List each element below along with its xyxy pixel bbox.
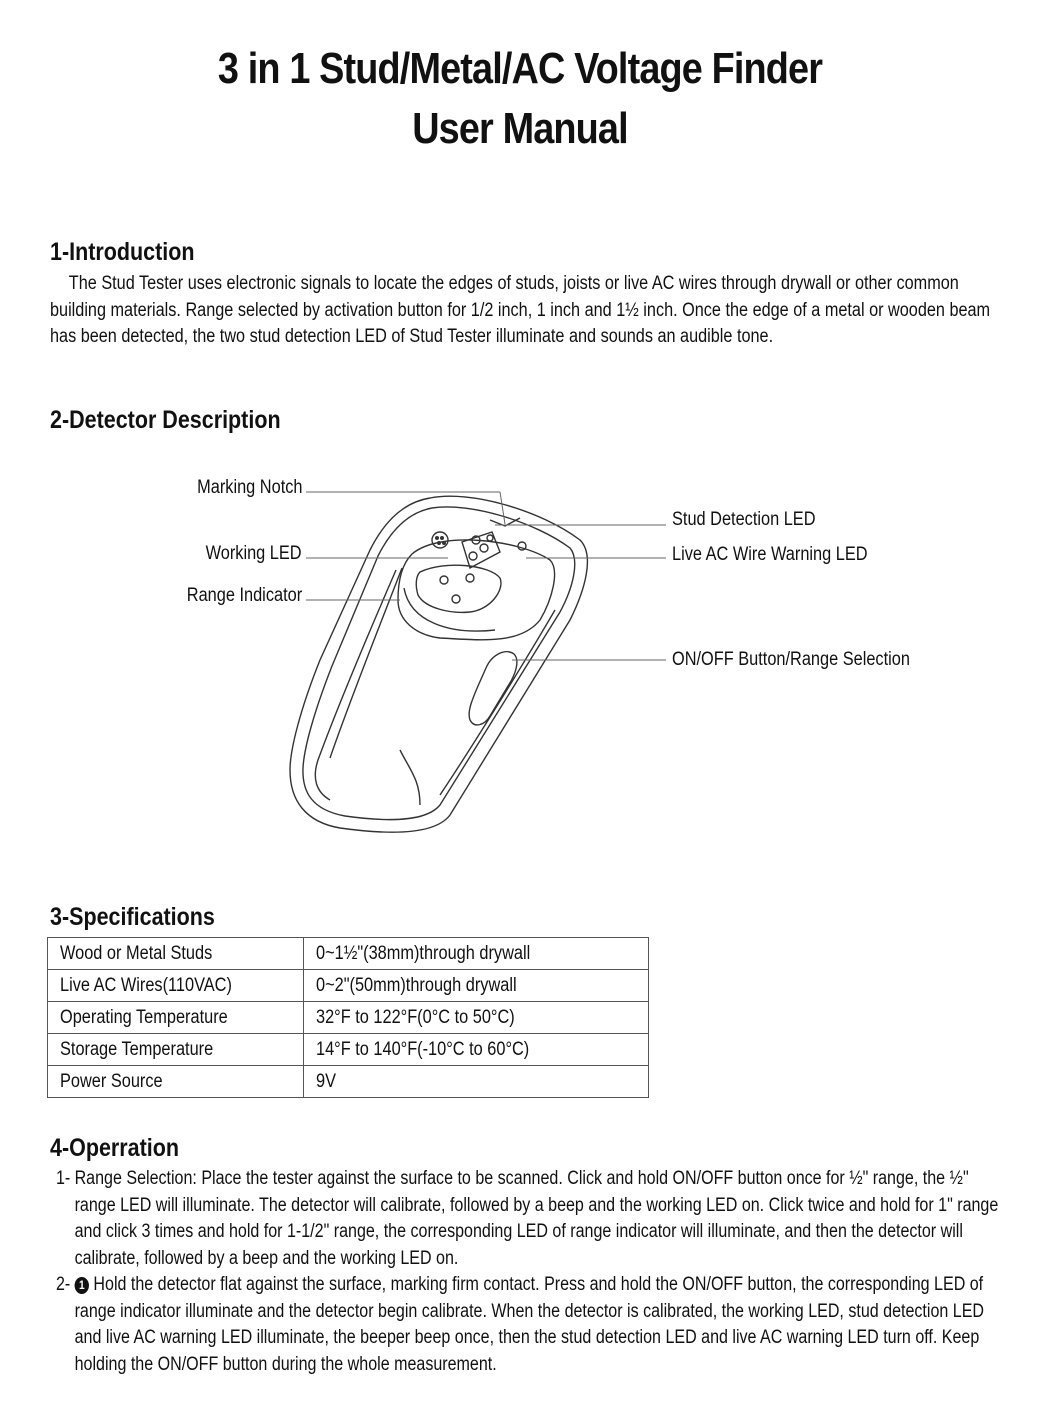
- introduction-heading: 1-Introduction: [50, 238, 195, 266]
- step-text: Range Selection: Place the tester against the surface to be scanned. Click and hold ON/OFF button once for ½" range, the ½" range LED will illuminate. The detector will calibrate, followed by a beep and the working LED on. Click twice and hold for 1" range and click 3 times and hold for 1-1/2" range, the corresponding LED of range indicator will illuminate, and then the detector will calibrate, followed by a beep and the working LED on.: [74, 1168, 999, 1269]
- spec-value: 0~1½"(38mm)through drywall: [304, 938, 649, 970]
- spec-row: [48, 1066, 649, 1098]
- step-text: Hold the detector flat against the surface, marking firm contact. Press and hold the ON/OFF button, the corresponding LED of range indicator illuminate and the detector begin calibrate. When the detector is calibrated, the working LED, stud detection LED and live AC warning LED illuminate, the beeper beep once, then the stud detection LED and live AC warning LED turn off. Keep holding the ON/OFF button during the whole measurement.: [74, 1274, 985, 1375]
- specifications-table: [47, 937, 649, 1098]
- spec-label: Wood or Metal Studs: [48, 938, 304, 970]
- spec-value: 9V: [304, 1066, 649, 1098]
- spec-row: [48, 1034, 649, 1066]
- circled-number-one-icon: 1: [75, 1277, 89, 1294]
- operation-step-1: [56, 1166, 1002, 1272]
- step-number: 2-: [56, 1274, 71, 1295]
- operation-step-2: [56, 1272, 1002, 1378]
- spec-value: 32°F to 122°F(0°C to 50°C): [304, 1002, 649, 1034]
- operation-list: [56, 1166, 1002, 1378]
- spec-label: Storage Temperature: [48, 1034, 304, 1066]
- callout-marking-notch: Marking Notch: [196, 477, 302, 498]
- callout-working-led: Working LED: [206, 543, 302, 564]
- spec-row: [48, 938, 649, 970]
- introduction-text: The Stud Tester uses electronic signals to locate the edges of studs, joists or live AC wires through drywall or other common building materials. Range selected by activation button for 1/2 inch, 1 inch and 1½ inch. Once the edge of a metal or wooden beam has been detected, the two stud detection LED of Stud Tester illuminate and sounds an audible tone.: [50, 273, 991, 347]
- step-number: 1-: [56, 1168, 71, 1189]
- introduction-paragraph: [50, 271, 999, 351]
- title-line-1: 3 in 1 Stud/Metal/AC Voltage Finder: [217, 44, 823, 93]
- spec-row: [48, 970, 649, 1002]
- callout-stud-detection-led: Stud Detection LED: [672, 509, 816, 530]
- description-heading: 2-Detector Description: [50, 406, 281, 434]
- title-line-2: User Manual: [412, 104, 628, 153]
- callout-live-ac-led: Live AC Wire Warning LED: [672, 544, 868, 565]
- spec-label: Operating Temperature: [48, 1002, 304, 1034]
- spec-label: Power Source: [48, 1066, 304, 1098]
- spec-row: [48, 1002, 649, 1034]
- operation-heading: 4-Operration: [50, 1134, 180, 1162]
- spec-value: 0~2"(50mm)through drywall: [304, 970, 649, 1002]
- specifications-heading: 3-Specifications: [50, 903, 215, 931]
- callout-range-indicator: Range Indicator: [186, 585, 302, 606]
- spec-value: 14°F to 140°F(-10°C to 60°C): [304, 1034, 649, 1066]
- detector-diagram: [0, 460, 1040, 850]
- callout-onoff-button: ON/OFF Button/Range Selection: [672, 649, 910, 670]
- spec-label: Live AC Wires(110VAC): [48, 970, 304, 1002]
